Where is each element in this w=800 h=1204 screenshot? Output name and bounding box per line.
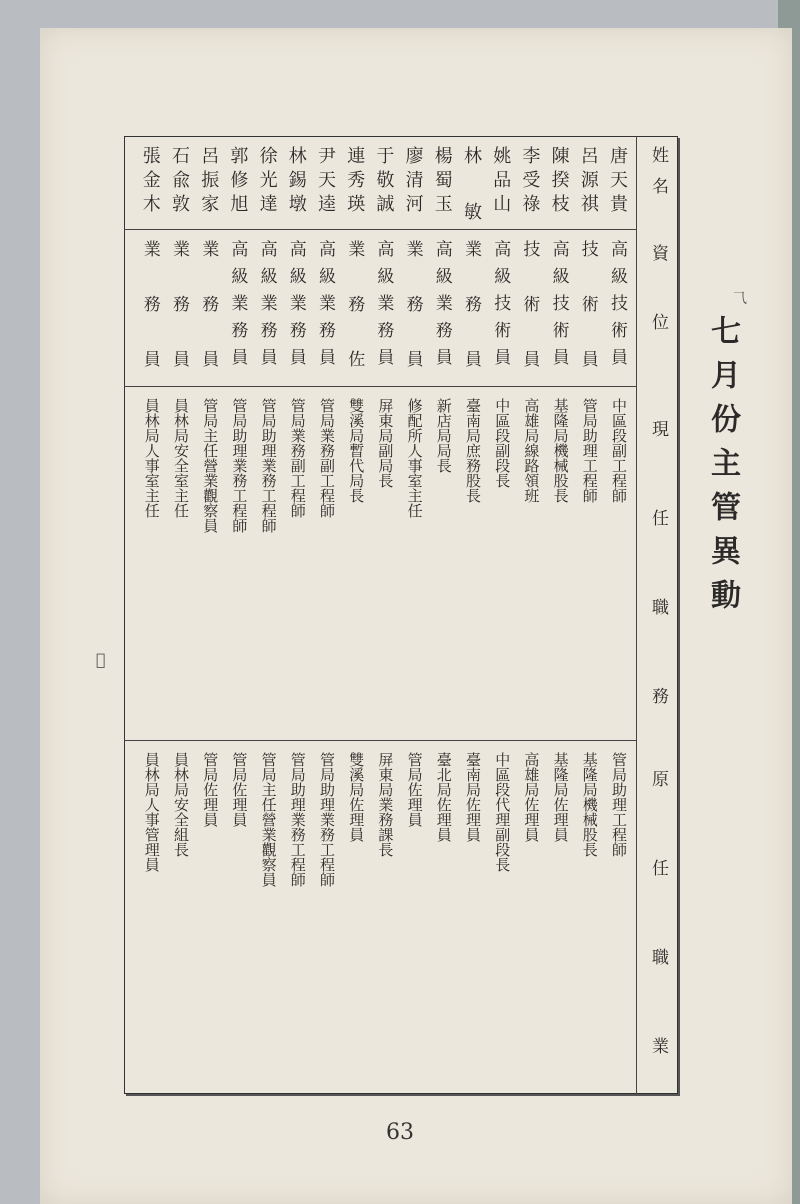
- row-current-post: 員林局安全室主任: [172, 398, 190, 518]
- row-rank: 高級業務員: [285, 240, 306, 375]
- row-name: 連秀瑛: [344, 146, 366, 218]
- name-band-separator: [124, 229, 636, 230]
- header-name: 姓名: [648, 146, 668, 208]
- row-name: 唐天貴: [607, 146, 628, 218]
- row-name: 尹天逵: [315, 146, 336, 218]
- row-previous-post: 臺北局佐理員: [434, 752, 453, 842]
- row-name: 石兪敦: [169, 146, 190, 218]
- row-rank: 技術員: [577, 240, 598, 405]
- row-rank: 業務佐: [344, 240, 365, 405]
- row-rank: 業務員: [198, 240, 219, 405]
- header-column-separator: [636, 136, 637, 1094]
- row-previous-post: 管局助理業務工程師: [288, 752, 307, 887]
- row-rank: 技術員: [519, 240, 540, 405]
- row-name: 陳揆枝: [548, 146, 570, 218]
- row-name: 姚品山: [490, 146, 512, 218]
- row-name: 徐光達: [256, 146, 278, 218]
- header-previous: 原任職業: [648, 770, 668, 1126]
- row-previous-post: 員林局人事管理員: [142, 752, 161, 872]
- current-band-separator: [124, 740, 636, 741]
- row-previous-post: 高雄局佐理員: [522, 752, 541, 842]
- row-previous-post: 管局主任營業觀察員: [259, 752, 278, 887]
- row-rank: 業務員: [169, 240, 189, 405]
- row-name: 林錫墩: [285, 146, 307, 218]
- row-rank: 高級業務員: [256, 240, 277, 375]
- row-current-post: 管局業務副工程師: [288, 398, 307, 518]
- row-rank: 高級業務員: [373, 240, 394, 375]
- row-current-post: 基隆局機械股長: [551, 398, 570, 503]
- row-name: 郭修旭: [227, 146, 249, 218]
- row-name: 于敬誠: [373, 146, 395, 218]
- row-previous-post: 管局助理工程師: [610, 752, 628, 857]
- row-previous-post: 屏東局業務課長: [376, 752, 395, 857]
- row-name: 呂振家: [198, 146, 220, 218]
- row-previous-post: 基隆局佐理員: [551, 752, 570, 842]
- row-name: 李受祿: [519, 146, 541, 218]
- row-name: 呂源祺: [577, 146, 599, 218]
- row-current-post: 修配所人事室主任: [405, 398, 424, 518]
- row-name: 楊蜀玉: [431, 146, 453, 218]
- row-current-post: 管局業務副工程師: [318, 398, 336, 518]
- row-previous-post: 雙溪局佐理員: [347, 752, 366, 842]
- row-previous-post: 臺南局佐理員: [464, 752, 482, 842]
- row-rank: 高級技術員: [490, 240, 511, 375]
- row-previous-post: 管局助理業務工程師: [318, 752, 336, 887]
- row-rank: 業務員: [139, 240, 160, 405]
- row-previous-post: 管局佐理員: [230, 752, 249, 827]
- row-rank: 高級技術員: [607, 240, 627, 375]
- row-current-post: 中區段副段長: [493, 398, 512, 488]
- row-previous-post: 管局佐理員: [201, 752, 220, 827]
- header-rank: 資位: [648, 244, 668, 382]
- row-rank: 高級業務員: [227, 240, 248, 375]
- header-current: 現任職務: [648, 420, 668, 776]
- row-rank: 高級業務員: [431, 240, 452, 375]
- row-current-post: 臺南局庶務股長: [464, 398, 482, 503]
- row-current-post: 管局主任營業觀察員: [201, 398, 220, 533]
- row-previous-post: 管局佐理員: [405, 752, 424, 827]
- margin-mark: 𠂋: [96, 650, 106, 669]
- row-current-post: 高雄局線路領班: [522, 398, 541, 503]
- row-current-post: 員林局人事室主任: [142, 398, 161, 518]
- row-rank: 高級業務員: [315, 240, 335, 375]
- row-current-post: 管局助理業務工程師: [230, 398, 249, 533]
- row-current-post: 管局助理工程師: [580, 398, 599, 503]
- row-current-post: 管局助理業務工程師: [259, 398, 278, 533]
- row-name: 張金木: [139, 146, 161, 218]
- row-current-post: 新店局局長: [434, 398, 453, 473]
- page-number: 63: [386, 1120, 414, 1145]
- row-current-post: 屏東局副局長: [376, 398, 395, 488]
- row-rank: 高級技術員: [548, 240, 569, 375]
- row-previous-post: 中區段代理副段長: [493, 752, 512, 872]
- page-title: 七月份主管異動: [705, 315, 740, 623]
- row-previous-post: 基隆局機械股長: [580, 752, 599, 857]
- row-name: 廖清河: [402, 146, 424, 218]
- row-name: 林敏: [461, 146, 482, 258]
- row-current-post: 雙溪局暫代局長: [347, 398, 366, 503]
- row-current-post: 中區段副工程師: [610, 398, 628, 503]
- row-rank: 業務員: [402, 240, 423, 405]
- row-previous-post: 員林局安全組長: [172, 752, 190, 857]
- margin-mark: ⺄: [733, 291, 747, 307]
- row-rank: 業務員: [461, 240, 481, 405]
